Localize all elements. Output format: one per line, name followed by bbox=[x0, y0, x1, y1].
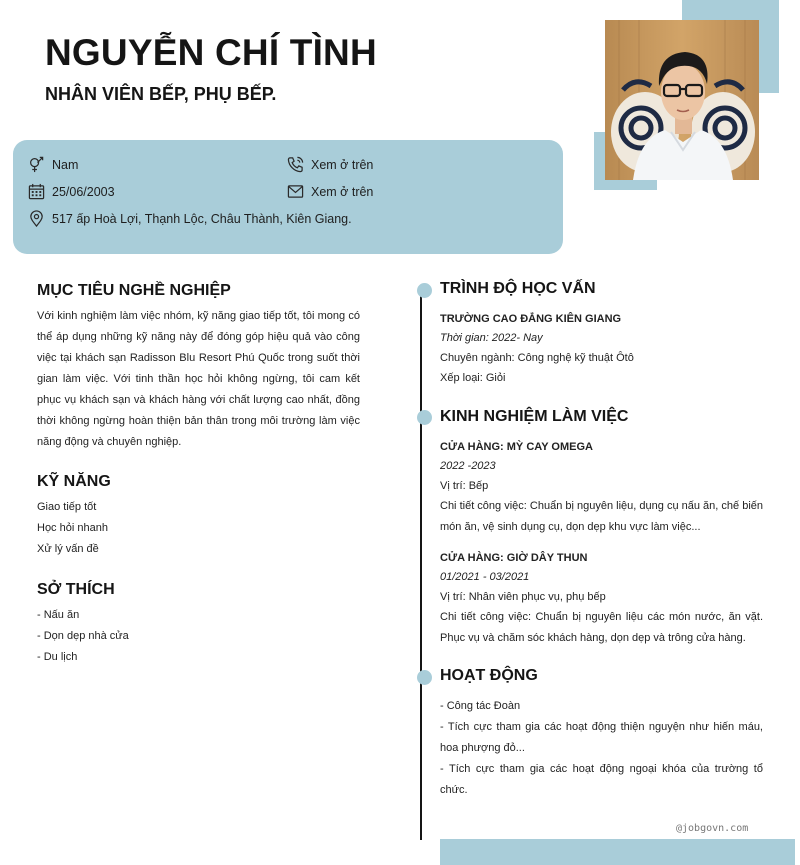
activities-title: HOẠT ĐỘNG bbox=[440, 667, 538, 684]
location-pin-icon bbox=[28, 210, 45, 227]
education-major: Chuyên ngành: Công nghệ kỹ thuật Ôtô bbox=[440, 352, 634, 364]
birthdate-value: 25/06/2003 bbox=[52, 184, 115, 199]
list-item: Xử lý vấn đề bbox=[37, 543, 99, 555]
skills-list bbox=[37, 497, 108, 560]
info-birthdate bbox=[28, 183, 115, 200]
job-details: Chi tiết công việc: Chuẩn bị nguyên liệu các món nước, ăn vặt. Phục vụ và chăm sóc khách hàng, dọn dẹp và trông cửa hàng. bbox=[440, 611, 763, 644]
calendar-icon bbox=[28, 183, 45, 200]
objective-title: MỤC TIÊU NGHỀ NGHIỆP bbox=[37, 282, 231, 299]
candidate-name: NGUYỄN CHÍ TÌNH bbox=[45, 32, 377, 73]
info-gender bbox=[28, 156, 78, 173]
list-item: Giao tiếp tốt bbox=[37, 501, 97, 513]
gender-value: Nam bbox=[52, 157, 79, 172]
info-email bbox=[287, 183, 373, 200]
personal-info-panel bbox=[13, 140, 563, 254]
hobbies-title: SỞ THÍCH bbox=[37, 581, 115, 598]
address-value: 517 ấp Hoà Lợi, Thạnh Lộc, Châu Thành, Kiên Giang. bbox=[52, 211, 352, 226]
list-item: - Du lịch bbox=[37, 651, 78, 663]
job-details: Chi tiết công việc: Chuẩn bị nguyên liệu, dụng cụ nấu ăn, chế biến món ăn, vệ sinh dụng cụ, dọn dẹp khu vực làm việc... bbox=[440, 500, 763, 533]
list-item: - Dọn dẹp nhà cửa bbox=[37, 630, 129, 642]
list-item: - Công tác Đoàn bbox=[440, 700, 521, 712]
experience-title: KINH NGHIỆM LÀM VIỆC bbox=[440, 408, 629, 425]
decor-block-bottom bbox=[440, 839, 795, 865]
education-entry bbox=[440, 309, 763, 388]
info-address bbox=[28, 210, 352, 227]
job-period: 01/2021 - 03/2021 bbox=[440, 571, 530, 583]
gender-icon bbox=[28, 156, 45, 173]
company-name: CỬA HÀNG: MỲ CAY OMEGA bbox=[440, 441, 593, 453]
experience-entry-1 bbox=[440, 437, 763, 538]
phone-value: Xem ở trên bbox=[311, 157, 374, 172]
job-position: Vị trí: Nhân viên phục vụ, phụ bếp bbox=[440, 591, 606, 603]
watermark: @jobgovn.com bbox=[676, 823, 749, 834]
timeline-dot-activities bbox=[417, 670, 432, 685]
school-name: TRƯỜNG CAO ĐẲNG KIÊN GIANG bbox=[440, 313, 622, 325]
list-item: - Nấu ăn bbox=[37, 609, 80, 621]
info-phone bbox=[287, 156, 373, 173]
timeline-dot-education bbox=[417, 283, 432, 298]
job-period: 2022 -2023 bbox=[440, 460, 496, 472]
skills-title: KỸ NĂNG bbox=[37, 473, 111, 490]
profile-photo bbox=[605, 20, 759, 180]
experience-entry-2 bbox=[440, 548, 763, 649]
education-rank: Xếp loại: Giỏi bbox=[440, 372, 506, 384]
list-item: Học hỏi nhanh bbox=[37, 522, 108, 534]
list-item: - Tích cực tham gia các hoạt động ngoại khóa của trường tổ chức. bbox=[440, 763, 763, 796]
activities-list bbox=[440, 696, 763, 801]
hobbies-list bbox=[37, 605, 129, 668]
job-position: Vị trí: Bếp bbox=[440, 480, 489, 492]
education-title: TRÌNH ĐỘ HỌC VẤN bbox=[440, 280, 596, 297]
list-item: - Tích cực tham gia các hoạt động thiện nguyện như hiến máu, hoa phượng đỏ... bbox=[440, 721, 763, 754]
job-title: NHÂN VIÊN BẾP, PHỤ BẾP. bbox=[45, 84, 277, 104]
mail-icon bbox=[287, 183, 304, 200]
education-period: Thời gian: 2022- Nay bbox=[440, 332, 543, 344]
objective-text: Với kinh nghiệm làm việc nhóm, kỹ năng giao tiếp tốt, tôi mong có thể áp dụng những kỹ năng này để đóng góp hiệu quả vào công việc tại khách sạn Radisson Blu Resort Phú Quốc trong suốt thời gian làm việc. Với tinh thần học hỏi không ngừng, tôi cam kết phục vụ khách sạn và khách hàng với chất lượng cao nhất, đồng thời không ngừng hoàn thiện bản thân trong môi trường làm việc năng động và chuyên nghiệp. bbox=[37, 310, 360, 448]
email-value: Xem ở trên bbox=[311, 184, 374, 199]
timeline-dot-experience bbox=[417, 410, 432, 425]
company-name: CỬA HÀNG: GIỜ DÂY THUN bbox=[440, 552, 588, 564]
timeline-line bbox=[420, 290, 422, 840]
phone-icon bbox=[287, 156, 304, 173]
